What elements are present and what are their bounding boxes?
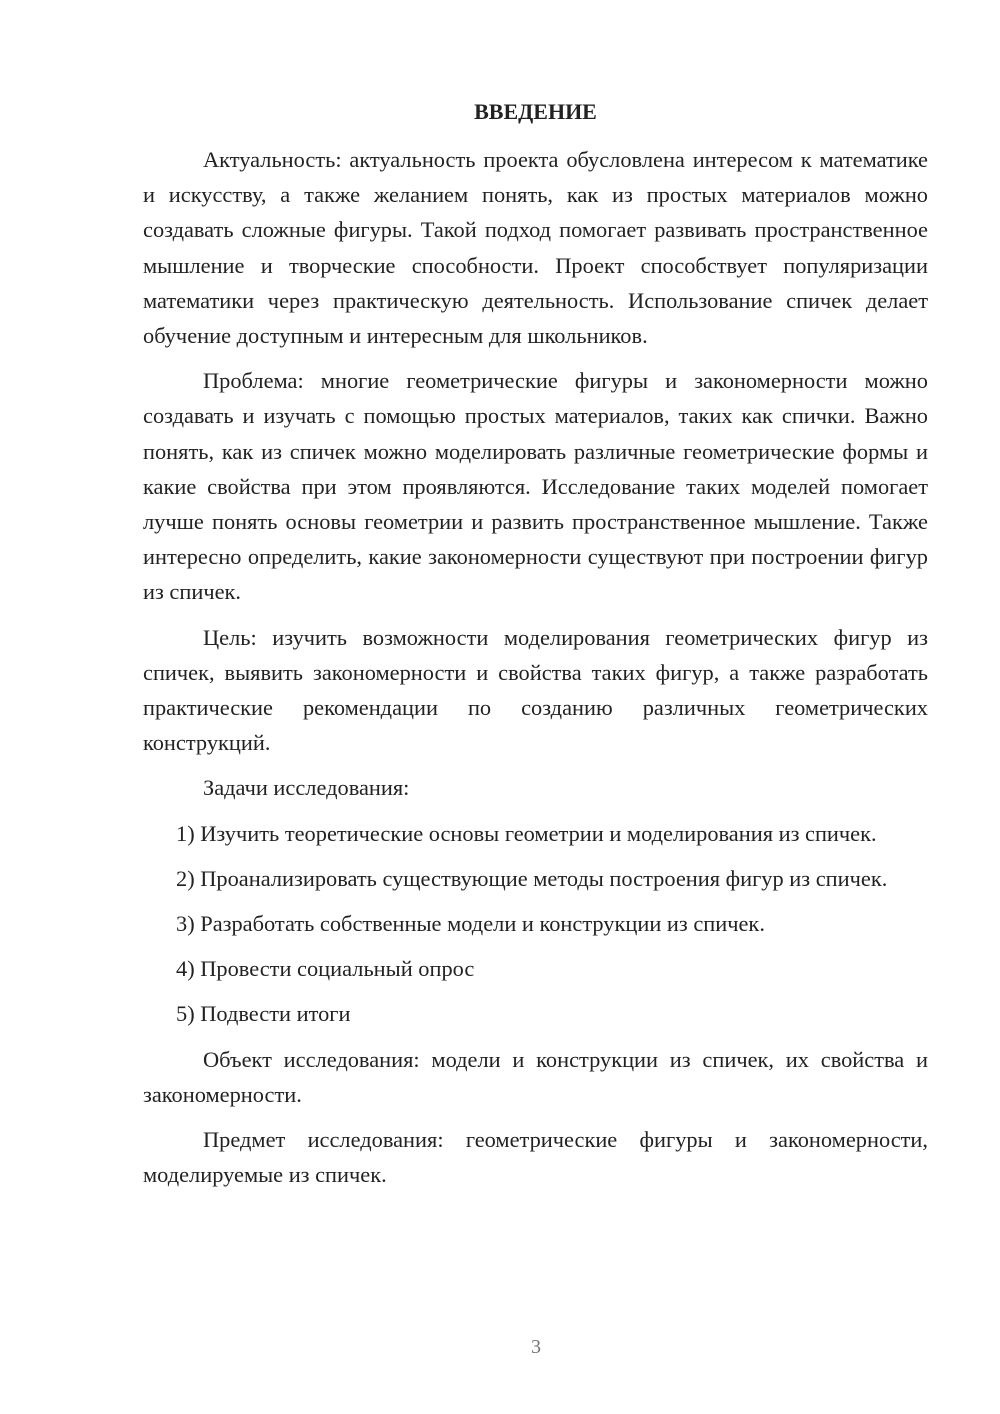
paragraph-object: Объект исследования: модели и конструкции из спичек, их свойства и закономерности. [143,1046,928,1107]
paragraph-goal: Цель: изучить возможности моделирования геометрических фигур из спичек, выявить закономерности и свойства таких фигур, а также разработать практические рекомендации по созданию различных геометрических конструкций. [143,624,928,756]
paragraph-subject: Предмет исследования: геометрические фигуры и закономерности, моделируемые из спичек. [143,1127,928,1188]
document-body [143,142,928,1202]
tasks-heading: Задачи исследования: [203,775,410,801]
paragraph-problem: Проблема: многие геометрические фигуры и закономерности можно создавать и изучать с помощью простых материалов, таких как спички. Важно понять, как из спичек можно моделировать различные геометрические формы и какие свойства при этом проявляются. Исследование таких моделей помогает лучше понять основы геометрии и развить пространственное мышление. Также интересно определить, какие закономерности существуют при построении фигур из спичек. [143,368,928,605]
page-title: ВВЕДЕНИЕ [474,99,597,124]
paragraph-relevance: Актуальность: актуальность проекта обусловлена интересом к математике и искусству, а также желанием понять, как из простых материалов можно создавать сложные фигуры. Такой подход помогает развивать пространственное мышление и творческие способности. Проект способствует популяризации математики через практическую деятельность. Использование спичек делает обучение доступным и интересным для школьников. [143,147,928,349]
task-item-5: 5) Подвести итоги [176,1001,351,1027]
task-item-4: 4) Провести социальный опрос [176,956,475,982]
task-item-3: 3) Разработать собственные модели и конструкции из спичек. [176,911,765,937]
task-item-2: 2) Проанализировать существующие методы построения фигур из спичек. [176,865,888,891]
page-number: 3 [531,1336,541,1358]
task-item-1: 1) Изучить теоретические основы геометрии и моделирования из спичек. [176,820,877,846]
